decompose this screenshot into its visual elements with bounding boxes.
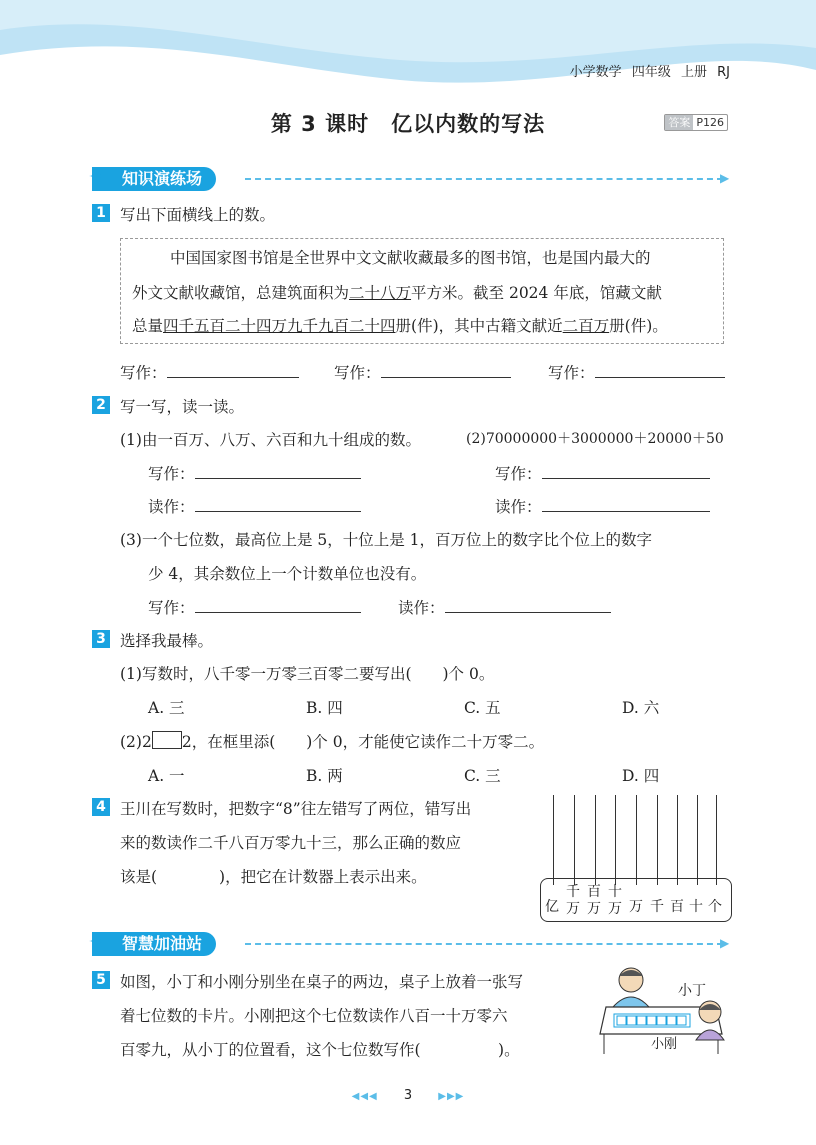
q3-2-option-a[interactable]: A. 一: [148, 767, 185, 785]
q2-sub3-line2: 少 4，其余数位上一个计数单位也没有。: [148, 565, 427, 583]
answer-blank[interactable]: [195, 462, 361, 479]
q2-3-write: 写作：: [148, 596, 361, 618]
lesson-title: 第 3 课时 亿以内数的写法: [270, 112, 546, 136]
answer-blank[interactable]: [167, 361, 299, 378]
abacus-rod[interactable]: [595, 795, 596, 885]
question-number-1: 1: [92, 204, 110, 222]
q2-sub3-line1: (3)一个七位数，最高位上是 5，十位上是 1，百万位上的数字比个位上的数字: [120, 531, 653, 549]
header-wave: [0, 0, 816, 110]
q1-underlined-ancient: 二百万: [562, 317, 610, 335]
q1-passage-line3: 总量四千五百二十四万九千九百二十四册(件)，其中古籍文献近二百万册(件)。: [132, 317, 668, 335]
q2-1-read: 读作：: [148, 495, 361, 517]
q3-1-option-b[interactable]: B. 四: [306, 699, 343, 717]
q3-2-option-b[interactable]: B. 两: [306, 767, 343, 785]
next-arrows-icon: ▶▶▶: [438, 1091, 465, 1102]
q2-3-read: 读作：: [398, 596, 611, 618]
section-practice-title: 知识演练场: [122, 169, 203, 188]
header-meta: [570, 61, 730, 80]
answer-blank[interactable]: [445, 596, 611, 613]
star-icon: ✦: [88, 165, 107, 190]
section-wisdom-title: 智慧加油站: [122, 934, 203, 953]
q4-line3: 该是( )，把它在计数器上表示出来。: [120, 868, 427, 886]
answer-blank[interactable]: [381, 361, 511, 378]
page-footer: [0, 1088, 816, 1103]
q1-write-1: 写作：: [120, 361, 299, 383]
answer-label: 答案: [665, 115, 693, 130]
q2-prompt: 写一写，读一读。: [120, 398, 245, 416]
q3-1-option-a[interactable]: A. 三: [148, 699, 185, 717]
question-number-3: 3: [92, 630, 110, 648]
q1-passage-line2: 外文文献收藏馆，总建筑面积为二十八万平方米。截至 2024 年底，馆藏文献: [132, 284, 662, 302]
q4-line2: 来的数读作二千八百万零九十三，那么正确的数应: [120, 834, 462, 852]
grade-label: 四年级: [631, 65, 671, 80]
label-xiaoding: 小丁: [678, 983, 706, 999]
section-divider: [245, 178, 723, 180]
q2-sub2: (2)70000000＋3000000＋20000＋50: [466, 431, 724, 447]
q1-write-3: 写作：: [548, 361, 725, 383]
question-number-5: 5: [92, 971, 110, 989]
place-shiwan: 十万: [608, 884, 622, 917]
place-bai: 百: [670, 899, 684, 915]
subject-label: 小学数学: [569, 65, 622, 80]
arrow-right-icon: ▶: [720, 936, 730, 950]
q2-2-write: 写作：: [495, 462, 710, 484]
q5-line1: 如图，小丁和小刚分别坐在桌子的两边，桌子上放着一张写: [120, 973, 524, 991]
place-wan: 万: [629, 899, 643, 915]
answer-tag[interactable]: [664, 114, 728, 131]
place-qianwan: 千万: [566, 884, 580, 917]
place-ge: 个: [708, 899, 722, 915]
star-icon: ✦: [88, 930, 107, 955]
place-baiwan: 百万: [587, 884, 601, 917]
q3-sub1: (1)写数时，八千零一万零三百零二要写出( )个 0。: [120, 665, 495, 683]
abacus-rod[interactable]: [657, 795, 658, 885]
q1-passage-line1: 中国国家图书馆是全世界中文文献收藏最多的图书馆，也是国内最大的: [170, 249, 651, 267]
page-number: 3: [403, 1088, 413, 1103]
prev-arrows-icon: ◀◀◀: [351, 1091, 378, 1102]
label-xiaogang: 小刚: [651, 1037, 678, 1052]
abacus-rod[interactable]: [574, 795, 575, 885]
q5-line2: 着七位数的卡片。小刚把这个七位数读作八百一十万零六: [120, 1007, 508, 1025]
q3-1-option-d[interactable]: D. 六: [622, 699, 660, 717]
question-number-2: 2: [92, 396, 110, 414]
question-number-4: 4: [92, 798, 110, 816]
edition-label: RJ: [717, 65, 730, 80]
digit-box[interactable]: [152, 731, 182, 749]
abacus-rod[interactable]: [553, 795, 554, 885]
answer-blank[interactable]: [542, 462, 710, 479]
answer-blank[interactable]: [195, 495, 361, 512]
section-banner-wisdom: [88, 930, 216, 956]
q3-2-option-d[interactable]: D. 四: [622, 767, 660, 785]
q1-underlined-area: 二十八万: [349, 284, 412, 302]
answer-page: P126: [696, 116, 724, 129]
place-qian: 千: [650, 899, 664, 915]
volume-label: 上册: [680, 65, 707, 80]
abacus-rod[interactable]: [636, 795, 637, 885]
q2-1-write: 写作：: [148, 462, 361, 484]
section-divider: [245, 943, 723, 945]
q3-2-option-c[interactable]: C. 三: [464, 767, 501, 785]
q3-sub2: (2)2 2，在框里添( )个 0，才能使它读作二十万零二。: [120, 733, 545, 751]
answer-blank[interactable]: [595, 361, 725, 378]
q2-2-read: 读作：: [495, 495, 710, 517]
place-yi: 亿: [545, 899, 559, 915]
q5-line3: 百零九，从小丁的位置看，这个七位数写作( )。: [120, 1041, 520, 1059]
q1-prompt: 写出下面横线上的数。: [120, 206, 276, 224]
q2-sub1: (1)由一百万、八万、六百和九十组成的数。: [120, 431, 421, 449]
answer-blank[interactable]: [542, 495, 710, 512]
q4-line1: 王川在写数时，把数字“8”往左错写了两位，错写出: [120, 800, 472, 818]
section-banner-practice: [88, 165, 216, 191]
q1-underlined-total: 四千五百二十四万九千九百二十四: [163, 317, 396, 335]
arrow-right-icon: ▶: [720, 171, 730, 185]
q1-write-2: 写作：: [334, 361, 511, 383]
place-shi: 十: [689, 899, 703, 915]
abacus-rod[interactable]: [677, 795, 678, 885]
q3-1-option-c[interactable]: C. 五: [464, 699, 501, 717]
abacus-rod[interactable]: [697, 795, 698, 885]
abacus-rod[interactable]: [716, 795, 717, 885]
abacus-rod[interactable]: [615, 795, 616, 885]
q3-prompt: 选择我最棒。: [120, 632, 214, 650]
answer-blank[interactable]: [195, 596, 361, 613]
